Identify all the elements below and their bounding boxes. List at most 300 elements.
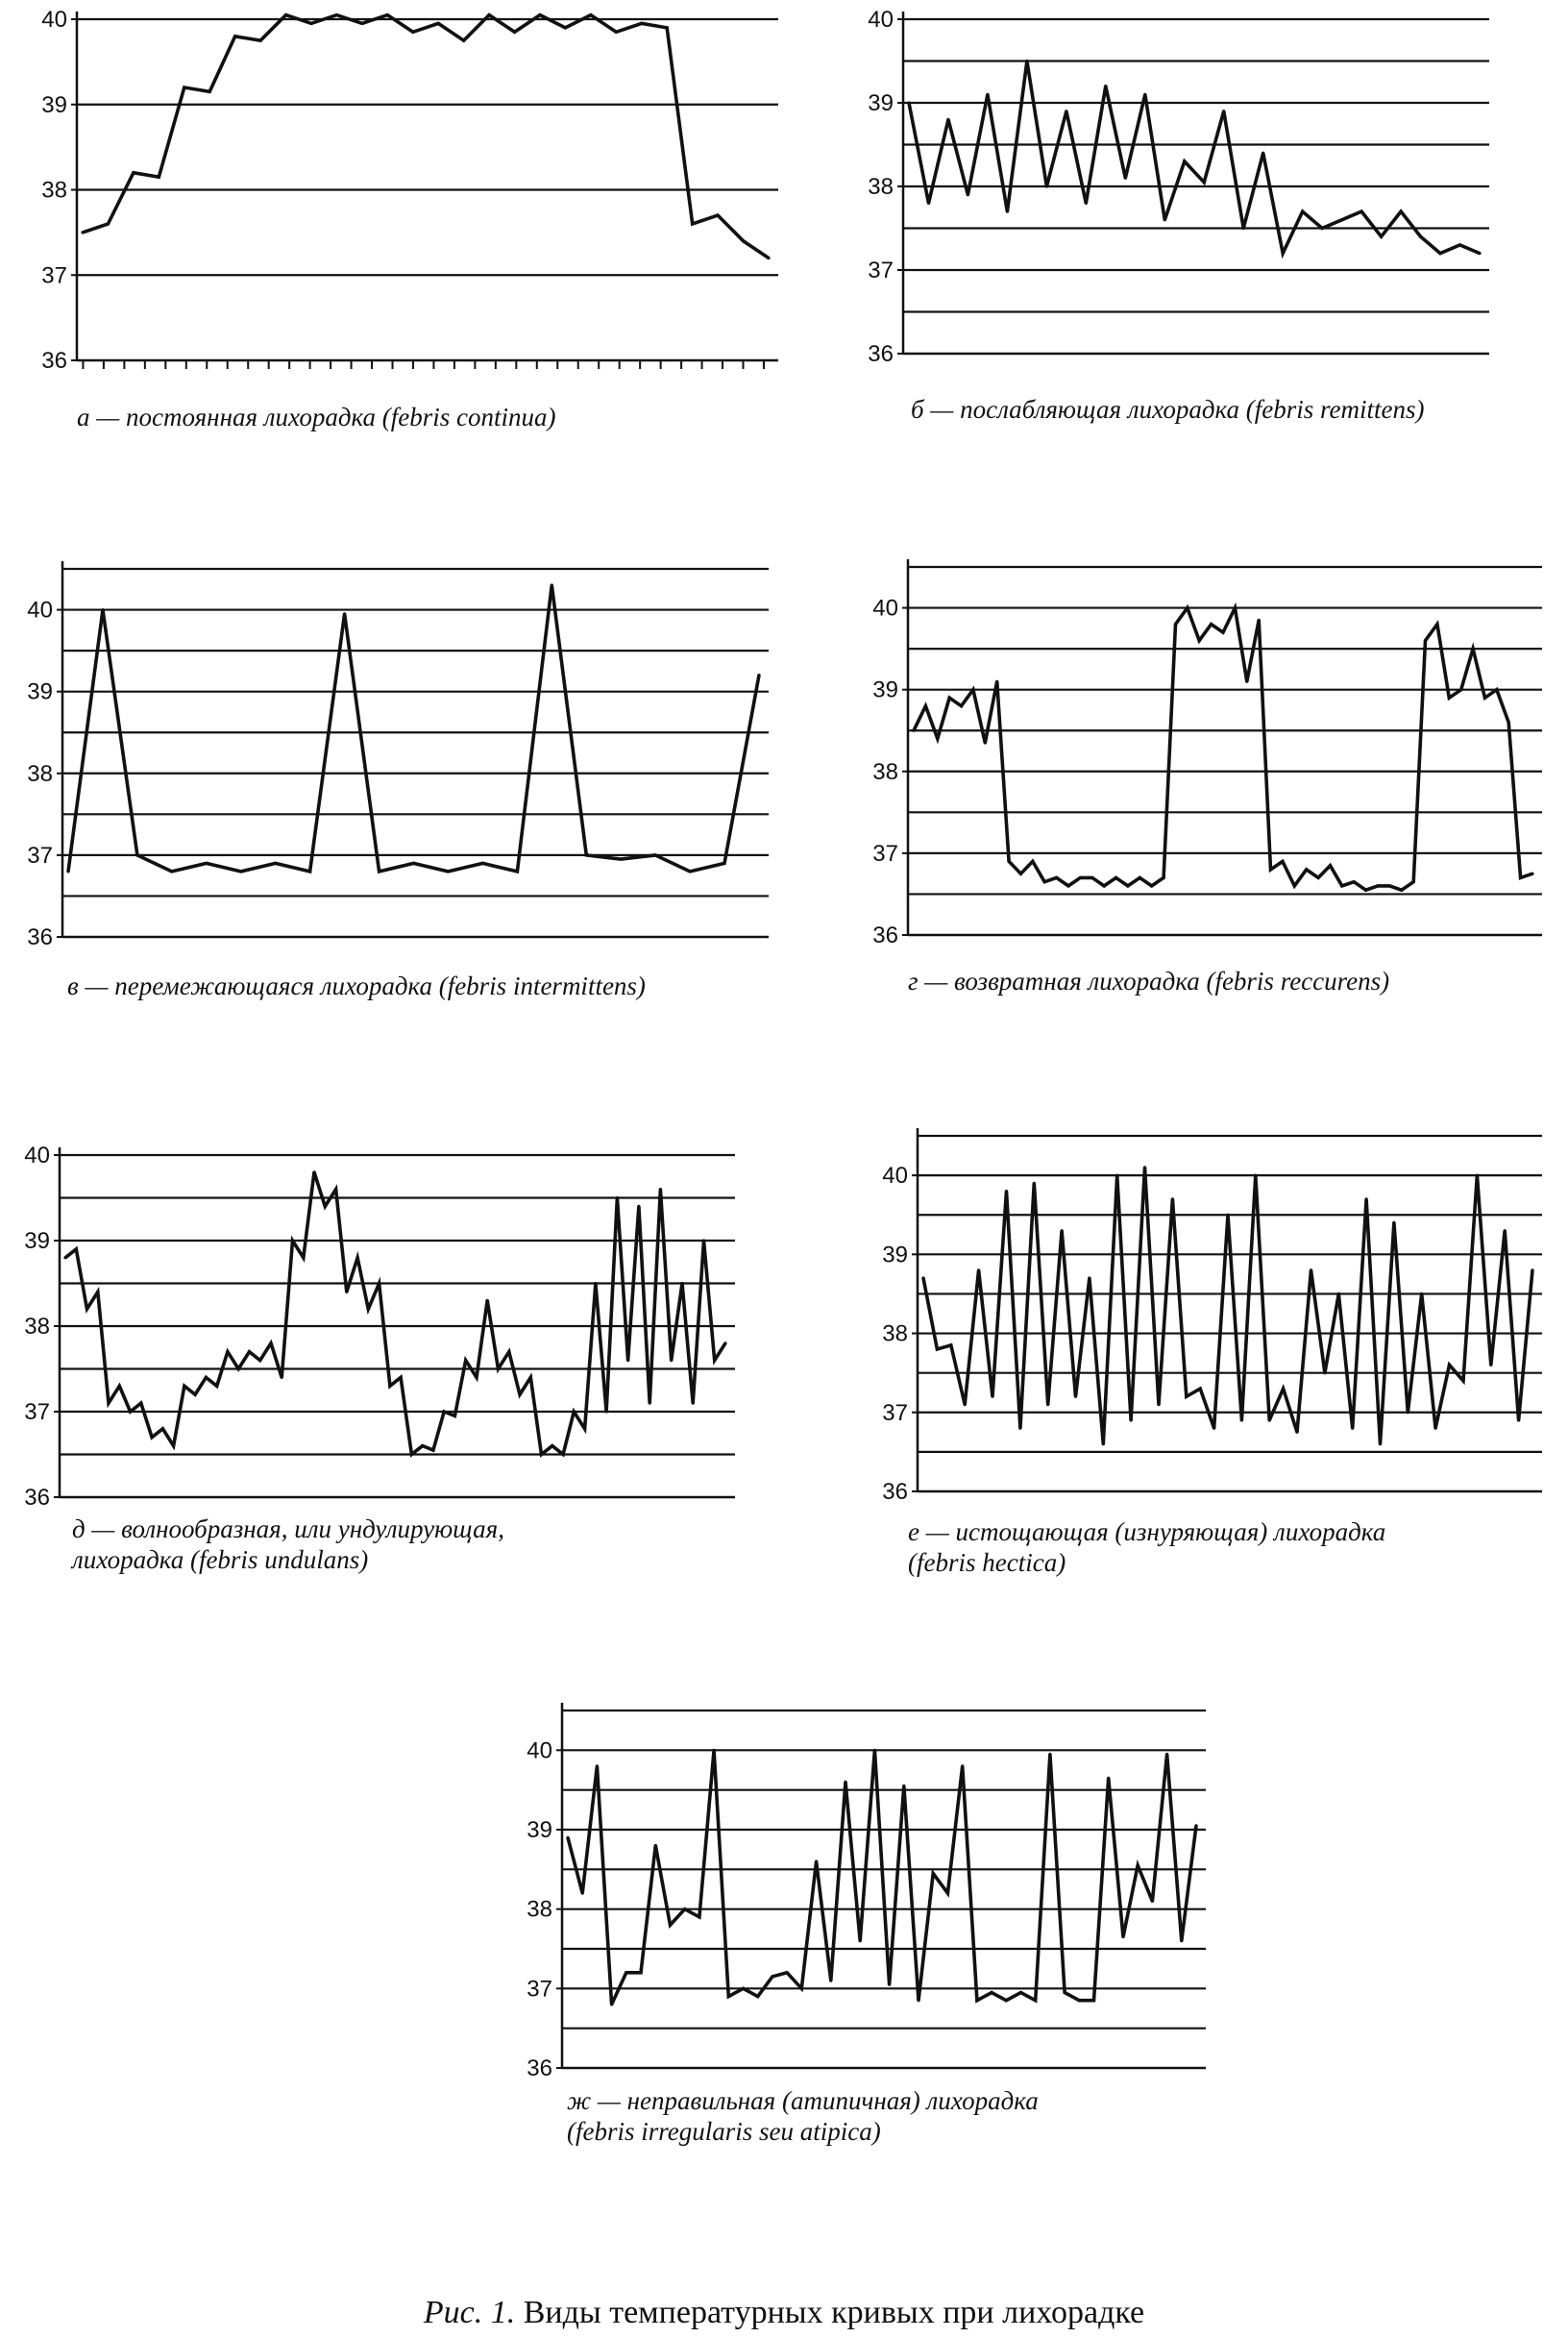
data-point [462,39,465,42]
data-point [771,1975,773,1978]
y-tick-label: 38 [882,1320,908,1347]
chart-e [836,1115,1547,1505]
data-point [1139,876,1141,879]
y-tick-label: 36 [872,923,898,948]
data-point [1043,880,1046,883]
data-point [948,697,951,700]
chart-panel-b [836,0,1528,442]
data-point [1380,235,1383,238]
data-point [723,1341,726,1344]
chart-panel-g [836,553,1547,1004]
data-point [170,870,173,873]
data-point [1281,860,1284,863]
chart-caption-zh: ж — неправильная (атипичная) лихорадка (febris irregularis seu atipica) [567,2086,1039,2146]
data-point [936,1347,939,1350]
data-point [626,1359,629,1362]
chart-panel-a [19,0,788,442]
data-point [1240,1418,1243,1421]
data-point [589,13,592,16]
data-point [378,1282,380,1285]
data-point [1388,884,1391,887]
data-point [873,1749,876,1752]
data-point [1531,873,1533,875]
data-point [1203,181,1206,184]
data-point [518,1393,521,1396]
chart-caption-v: в — перемежающаяся лихорадка (febris intermittens) [67,972,646,1000]
data-point [1483,697,1486,700]
data-point [237,1367,240,1370]
data-point [1448,1364,1451,1366]
data-point [702,1239,705,1242]
data-point [1472,648,1475,651]
data-point [742,239,745,242]
data-point [1088,1276,1090,1279]
data-point [437,22,440,25]
data-point [183,1385,185,1388]
data-point [1107,1777,1110,1780]
data-point [1476,1174,1479,1177]
data-point [615,31,618,34]
data-point [902,1784,905,1787]
data-point [1461,1379,1464,1382]
data-point [581,1892,584,1895]
data-point [75,1247,78,1250]
data-point [1165,1753,1168,1756]
chart-zh [500,1691,1230,2081]
data-point [1005,1999,1008,2002]
data-point [888,1983,891,1986]
data-point [912,729,915,732]
y-tick-label: 38 [24,1314,50,1340]
data-point [689,870,692,873]
data-point [551,1444,553,1447]
data-point [1025,60,1028,62]
data-point [946,1892,949,1895]
data-point [829,1980,832,1982]
data-point [118,1385,121,1388]
data-point [464,1359,467,1362]
data-point [1121,1935,1124,1938]
data-point [1268,1418,1271,1421]
y-tick-label: 37 [41,262,67,289]
y-tick-label: 38 [41,177,67,204]
data-point [756,1995,759,1998]
data-point [946,118,949,121]
data-point [453,1415,456,1417]
data-point [1419,235,1422,238]
data-point [1124,177,1127,180]
data-point [859,1939,862,1942]
temperature-curve [83,15,769,258]
data-point [995,680,998,683]
data-point [1400,210,1403,213]
data-point [986,93,989,96]
data-point [1150,884,1153,887]
data-point [1115,876,1117,879]
data-point [1164,218,1166,221]
y-tick-label: 37 [882,1399,908,1426]
chart-panel-d [0,1124,797,1624]
data-point [1507,721,1510,724]
data-point [1340,884,1343,887]
data-point [691,222,694,225]
y-tick-label: 37 [868,258,894,283]
data-point [1185,1395,1188,1398]
data-point [343,612,346,615]
data-point [1400,889,1403,892]
data-point [132,171,135,174]
data-point [924,704,927,707]
y-tick-label: 40 [882,1163,908,1190]
data-point [421,1444,424,1447]
data-point [1055,876,1058,879]
data-point [335,13,338,16]
data-point [625,1971,627,1974]
data-point [596,1764,599,1767]
y-tick-label: 39 [24,1228,50,1254]
data-point [1046,1403,1049,1406]
y-tick-label: 39 [41,91,67,118]
temperature-curve [914,608,1532,891]
data-point [564,26,567,29]
data-point [1364,889,1367,892]
data-point [1478,252,1481,255]
data-point [991,1991,993,1994]
data-point [1353,880,1356,883]
data-point [1489,1364,1492,1366]
data-point [259,39,262,42]
data-point [1245,680,1248,683]
data-point [1412,880,1415,883]
data-point [640,22,643,25]
data-point [680,1282,683,1285]
chart-caption-g: г — возвратная лихорадка (febris reccurens) [908,967,1390,996]
data-point [605,1410,608,1413]
y-tick-label: 40 [872,595,898,622]
data-point [1262,152,1264,155]
data-point [248,1350,251,1353]
data-point [129,1410,132,1413]
y-tick-label: 40 [527,1737,552,1764]
data-point [1519,876,1522,879]
data-point [410,1453,413,1456]
data-point [975,1999,978,2002]
data-point [1254,1174,1257,1177]
data-point [844,1781,846,1784]
figure-number: Рис. 1. [423,2295,516,2330]
y-tick-label: 36 [527,2055,552,2081]
temperature-curve [68,585,759,872]
data-point [447,870,450,873]
data-point [194,1393,197,1396]
data-point [727,1995,730,1998]
data-point [1019,873,1022,875]
data-point [1293,884,1296,887]
data-point [334,1188,337,1191]
data-point [698,1915,700,1918]
data-point [274,862,277,865]
data-point [1301,210,1304,213]
y-tick-label: 36 [41,348,67,374]
data-point [1448,697,1451,700]
data-point [670,1359,673,1362]
data-point [431,1449,434,1452]
data-point [411,31,414,34]
y-tick-label: 37 [872,840,898,867]
data-point [1194,1824,1197,1827]
temperature-curve [568,1750,1196,2005]
y-tick-label: 39 [868,90,894,116]
data-point [1180,1939,1183,1942]
data-point [1392,1221,1395,1224]
y-tick-label: 40 [24,1143,50,1169]
y-tick-label: 39 [872,677,898,703]
data-point [475,1376,478,1379]
y-tick-label: 39 [527,1817,552,1843]
data-point [302,1256,305,1259]
data-point [1157,1403,1160,1406]
data-point [1360,210,1363,213]
chart-panel-zh [500,1691,1230,2172]
data-point [977,1268,980,1271]
data-point [1031,860,1034,863]
y-tick-label: 38 [868,174,894,200]
data-point [1459,688,1462,691]
data-point [516,870,519,873]
data-point [1090,876,1093,879]
y-tick-label: 36 [24,1485,50,1511]
data-point [1435,623,1438,626]
data-point [1351,1427,1354,1430]
data-point [1061,1229,1064,1232]
data-point [1137,1864,1139,1867]
data-point [378,870,380,873]
data-point [1310,1268,1312,1271]
y-tick-label: 38 [872,758,898,785]
data-point [107,1402,110,1405]
data-point [1005,1190,1008,1193]
data-point [183,86,185,88]
data-point [1517,1418,1520,1421]
data-point [610,2003,613,2006]
chart-b [836,0,1528,384]
chart-panel-e [836,1115,1547,1614]
chart-caption-d: д — волнообразная, или ундулирующая, лихорадка (febris undulans) [72,1514,504,1574]
data-point [1282,252,1285,255]
data-point [961,1764,964,1767]
data-point [1305,868,1308,871]
data-point [1183,160,1186,162]
data-point [324,1205,327,1208]
data-point [215,1385,218,1388]
data-point [513,31,516,34]
data-point [63,1256,66,1259]
data-point [239,870,242,873]
data-point [312,1170,315,1173]
data-point [386,13,389,16]
data-point [367,1308,370,1311]
data-point [1064,1991,1066,1994]
data-point [786,1971,789,1974]
data-point [345,1291,348,1293]
data-point [107,222,110,225]
data-point [208,90,211,93]
data-point [1323,1371,1326,1374]
data-point [723,862,725,865]
data-point [1085,202,1088,205]
data-point [1102,1442,1105,1445]
data-point [172,1444,175,1447]
y-tick-label: 36 [868,341,894,367]
data-point [1066,884,1069,887]
data-point [1092,1999,1095,2002]
data-point [594,1282,597,1285]
data-point [497,1367,500,1370]
data-point [269,1341,272,1344]
y-tick-label: 38 [527,1896,552,1923]
data-point [1258,619,1261,622]
y-tick-label: 37 [27,842,53,869]
data-point [540,1453,543,1456]
data-point [309,22,312,25]
data-point [1210,623,1213,626]
data-point [917,1999,919,2002]
data-point [388,1385,391,1388]
y-tick-label: 36 [882,1479,908,1505]
data-point [551,583,553,586]
data-point [1174,623,1177,626]
data-point [971,688,974,691]
data-point [96,1291,99,1293]
data-point [158,176,160,179]
data-point [659,1188,662,1191]
data-point [1234,606,1237,609]
data-point [1033,1182,1036,1185]
data-point [1531,1268,1533,1271]
data-point [907,101,910,104]
y-tick-label: 40 [27,597,53,624]
data-point [573,1410,576,1413]
data-point [757,674,760,677]
data-point [66,870,69,873]
data-point [1186,606,1188,609]
data-point [1143,93,1146,96]
data-point [443,1410,446,1413]
data-point [1329,864,1332,867]
data-point [991,1395,993,1398]
data-point [683,1907,686,1910]
y-tick-label: 40 [41,7,67,33]
data-point [101,608,104,611]
data-point [1340,218,1343,221]
data-point [585,853,588,856]
data-point [1171,1197,1174,1200]
data-point [669,1924,672,1927]
data-point [742,1987,745,1990]
data-point [1199,1388,1202,1390]
data-point [1337,1292,1340,1295]
data-point [1458,243,1461,246]
figure-title: Виды температурных кривых при лихорадке [523,2295,1145,2330]
data-point [81,231,84,234]
data-point [562,1453,565,1456]
data-point [308,870,311,873]
data-point [666,26,669,29]
data-point [1407,1411,1409,1414]
temperature-curve [923,1168,1532,1444]
data-point [654,853,657,856]
data-point [1143,1166,1146,1169]
data-point [529,1376,532,1379]
figure-caption [0,2295,1568,2331]
data-point [616,1196,619,1199]
data-point [86,1308,88,1311]
data-point [692,1402,695,1405]
data-point [1221,631,1224,634]
data-point [1424,639,1427,642]
data-point [1282,1388,1285,1390]
data-point [921,1276,924,1279]
data-point [649,1402,651,1405]
chart-caption-b: б — послабляющая лихорадка (febris remittens) [911,395,1425,424]
data-point [583,1427,586,1430]
chart-caption-a: а — постоянная лихорадка (febris continua) [77,403,556,431]
chart-v [0,557,797,951]
data-point [1065,110,1067,112]
data-point [713,1749,716,1752]
data-point [984,741,987,744]
data-point [1006,210,1009,213]
data-point [1163,876,1165,879]
data-point [639,1971,642,1974]
y-tick-label: 40 [868,7,894,33]
chart-caption-e: е — истощающая (изнуряющая) лихорадка (febris hectica) [908,1517,1386,1577]
data-point [538,13,541,16]
data-point [637,1205,640,1208]
data-point [620,858,623,861]
data-point [1321,227,1324,230]
data-point [1379,1442,1382,1445]
data-point [717,214,720,217]
data-point [964,1403,967,1406]
data-point [1078,1999,1081,2002]
data-point [233,35,236,37]
data-point [356,1256,359,1259]
data-point [400,1376,403,1379]
temperature-curve [909,62,1480,254]
data-point [1438,252,1441,255]
data-point [1242,227,1245,230]
data-point [1130,1418,1133,1421]
data-point [654,1844,657,1847]
data-point [488,13,491,16]
y-tick-label: 38 [27,760,53,787]
data-point [1074,1395,1077,1398]
data-point [151,1436,154,1439]
y-tick-label: 36 [27,924,53,950]
data-point [1104,85,1107,87]
data-point [135,853,138,856]
data-point [1504,1229,1507,1232]
data-point [949,1343,952,1346]
y-tick-label: 39 [882,1242,908,1268]
data-point [932,1872,935,1875]
data-point [258,1359,261,1362]
data-point [1115,1174,1118,1177]
data-point [1226,1214,1229,1217]
data-point [967,193,969,196]
data-point [205,1376,208,1379]
